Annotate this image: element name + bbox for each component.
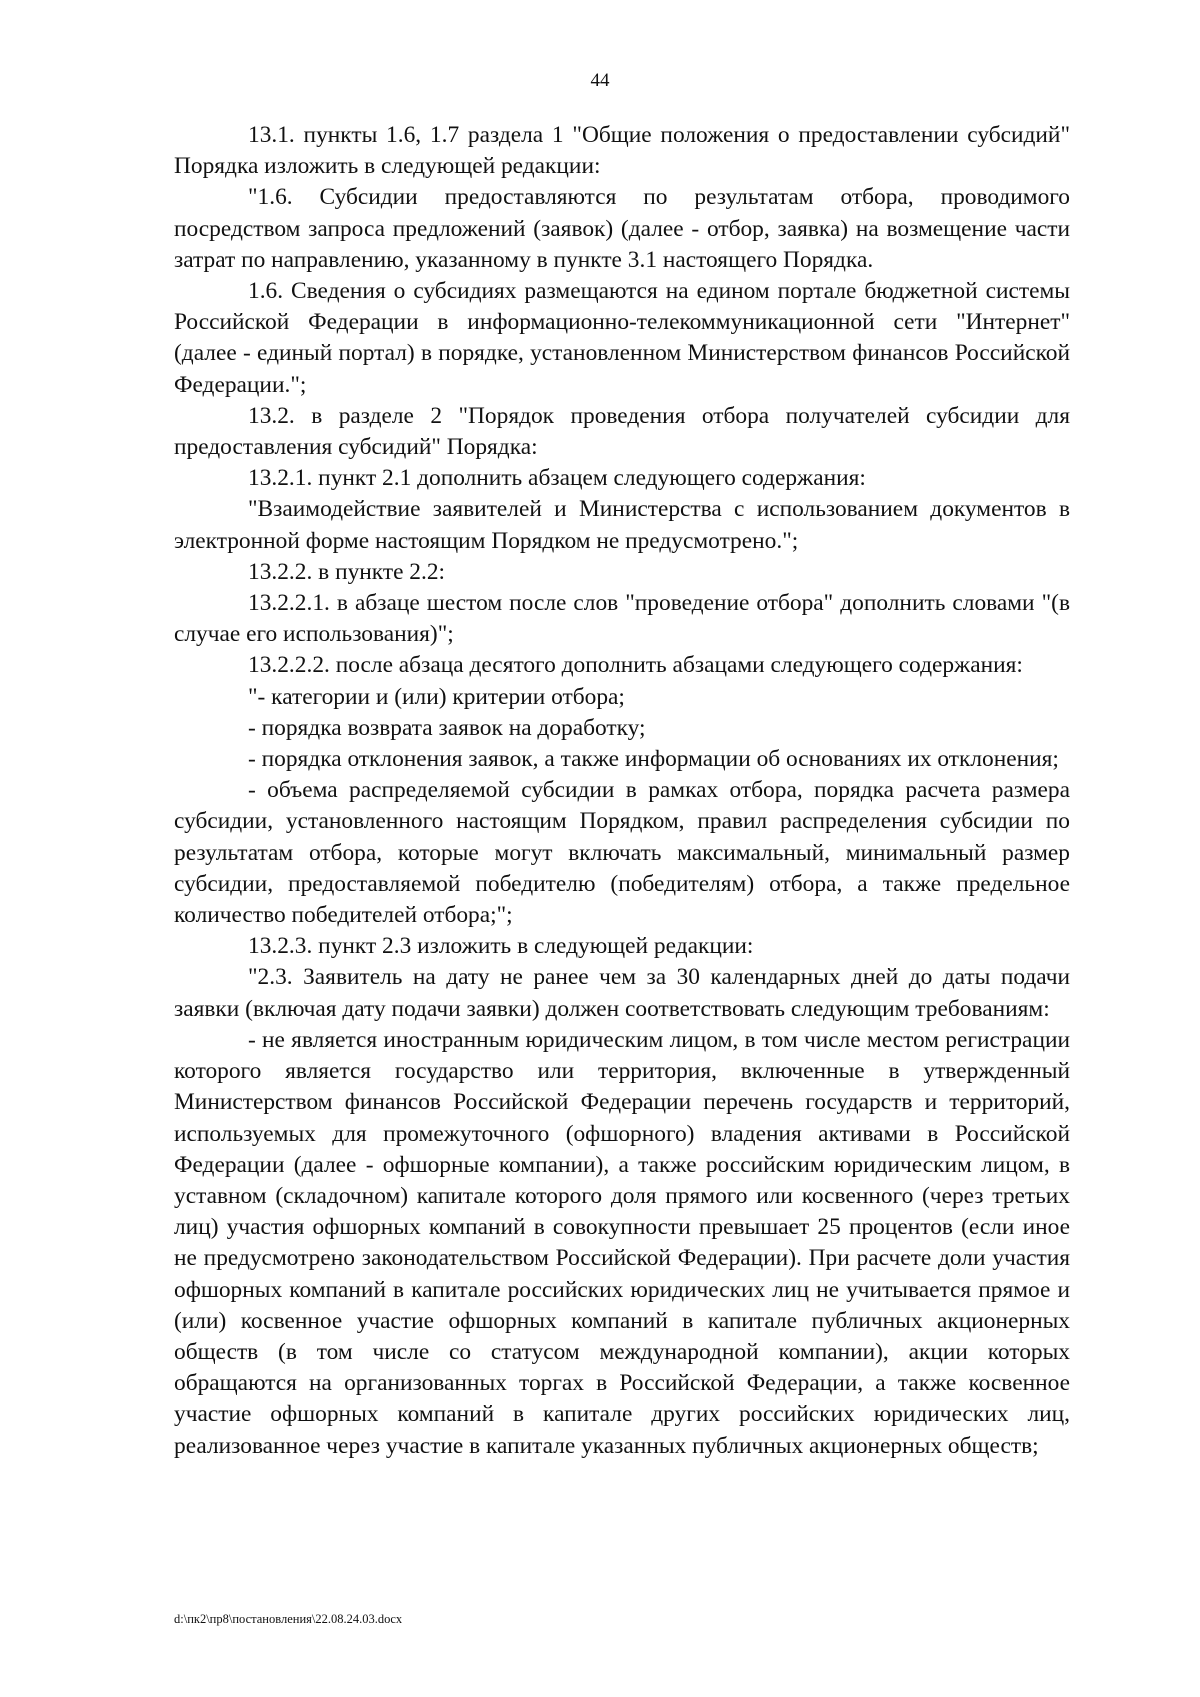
list-item-categories: "- категории и (или) критерии отбора; xyxy=(248,683,625,710)
paragraph-13-2-2-1: 13.2.2.1. в абзаце шестом после слов "проведение отбора" дополнить словами "(в случае его использования)"; xyxy=(174,590,1070,648)
list-item-subsidy-volume: - объема распределяемой субсидии в рамках отбора, порядка расчета размера субсидии, установленного настоящим Порядком, правил распределения субсидии по результатам отбора, которые могут включать максимальный, минимальный размер субсидии, предоставляемой победителю (победителям) отбора, а также предельное количество победителей отбора;"; xyxy=(174,777,1070,929)
paragraph-13-2-2: 13.2.2. в пункте 2.2: xyxy=(248,558,446,585)
paragraph-13-2: 13.2. в разделе 2 "Порядок проведения отбора получателей субсидии для предоставления субсидий" Порядка: xyxy=(174,402,1070,461)
paragraph-interaction: "Взаимодействие заявителей и Министерства с использованием документов в электронной форме настоящим Порядком не предусмотрено."; xyxy=(174,496,1070,554)
paragraph-13-1: 13.1. пункты 1.6, 1.7 раздела 1 "Общие положения о предоставлении субсидий" Порядка изложить в следующей редакции: xyxy=(174,122,1070,180)
paragraph-1-6-subsidies: "1.6. Субсидии предоставляются по результатам отбора, проводимого посредством запроса предложений (заявок) (далее - отбор, заявка) на возмещение части затрат по направлению, указанному в пункте 3.1 настоящего Порядка. xyxy=(174,184,1070,273)
paragraph-13-2-1: 13.2.1. пункт 2.1 дополнить абзацем следующего содержания: xyxy=(248,465,866,492)
paragraph-2-3: "2.3. Заявитель на дату не ранее чем за 30 календарных дней до даты подачи заявки (включая дату подачи заявки) должен соответствовать следующим требованиям: xyxy=(174,964,1070,1022)
paragraph-1-6-portal: 1.6. Сведения о субсидиях размещаются на едином портале бюджетной системы Российской Федерации в информационно-телекоммуникационной сети "Интернет" (далее - единый портал) в порядке, установленном Министерством финансов Российской Федерации."; xyxy=(174,278,1070,398)
paragraph-13-2-2-2: 13.2.2.2. после абзаца десятого дополнить абзацами следующего содержания: xyxy=(248,652,1023,679)
page-number: 44 xyxy=(590,70,610,91)
list-item-return-procedure: - порядка возврата заявок на доработку; xyxy=(248,714,646,741)
list-item-offshore: - не является иностранным юридическим лицом, в том числе местом регистрации которого является государство или территория, включенные в утвержденный Министерством финансов Российской Федерации перечень государств и территорий, используемых для промежуточного (офшорного) владения активами в Российской Федерации (далее - офшорные компании), а также российским юридическим лицом, в уставном (складочном) капитале которого доля прямого или косвенного (через третьих лиц) участия офшорных компаний в совокупности превышает 25 процентов (если иное не предусмотрено законодательством Российской Федерации). При расчете доли участия офшорных компаний в капитале российских юридических лиц не учитывается прямое и (или) косвенное участие офшорных компаний в капитале публичных акционерных обществ (в том числе со статусом международной компании), акции которых обращаются на организованных торгах в Российской Федерации, а также косвенное участие офшорных компаний в капитале других российских юридических лиц, реализованное через участие в капитале указанных публичных акционерных обществ; xyxy=(174,1026,1070,1459)
footer-file-path: d:\пк2\пр8\постановления\22.08.24.03.docx xyxy=(174,1612,403,1626)
list-item-rejection-procedure: - порядка отклонения заявок, а также информации об основаниях их отклонения; xyxy=(248,746,1059,773)
document-body xyxy=(174,120,1070,1462)
paragraph-13-2-3: 13.2.3. пункт 2.3 изложить в следующей редакции: xyxy=(248,933,754,960)
